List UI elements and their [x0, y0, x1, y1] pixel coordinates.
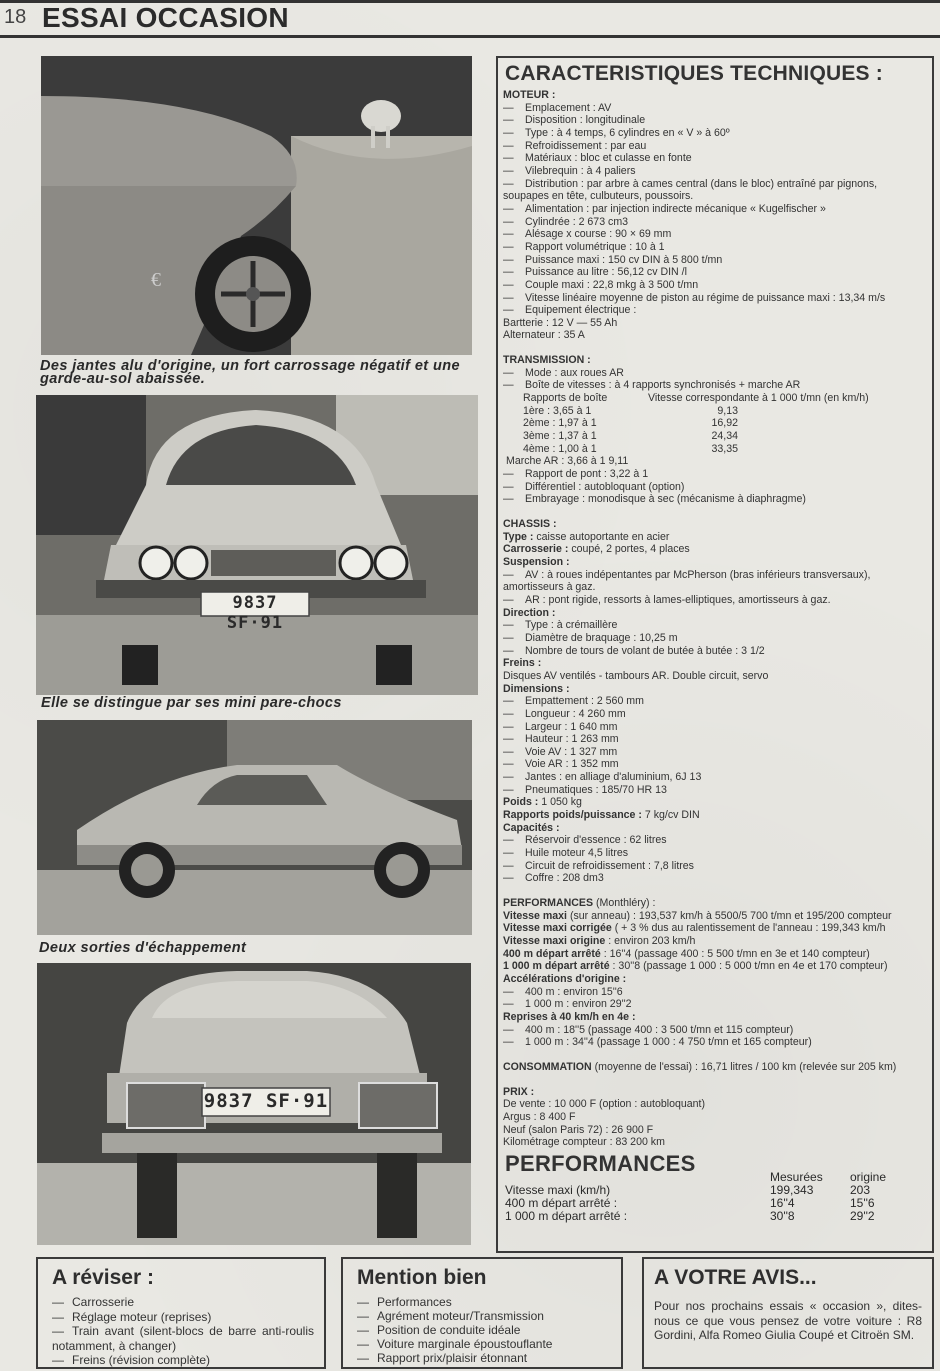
mention-bien-item [357, 1351, 611, 1365]
performance-value: : 16''4 (passage 400 : 5 500 t/mn en 3e et 140 compteur) [600, 947, 870, 960]
dimension-item-text: Hauteur : 1 263 mm [525, 733, 619, 746]
direction-item-text: Nombre de tours de volant de butée à butée : 3 1/2 [525, 644, 765, 657]
gear-speed: 24,34 [711, 430, 738, 443]
dash-bullet: — [503, 758, 514, 771]
transmission-item-text: Embrayage : monodisque à sec (mécanisme à diaphragme) [525, 493, 806, 506]
chassis-type: Type : caisse autoportante en acier [503, 530, 670, 543]
dash-bullet: — [503, 291, 514, 304]
suspension-item [503, 569, 926, 594]
photo-wheel-closeup [41, 56, 472, 355]
dash-bullet: — [503, 733, 514, 746]
dash-bullet: — [503, 771, 514, 784]
svg-text:€: € [151, 269, 161, 291]
reprises-list [503, 1024, 926, 1049]
a-reviser-item-text: Freins (révision complète) [72, 1353, 211, 1367]
mention-bien-item [357, 1295, 611, 1309]
dash-bullet: — [503, 101, 514, 114]
dimension-item-text: Jantes : en alliage d'aluminium, 6J 13 [525, 771, 702, 784]
performances-heading: PERFORMANCES (Monthléry) : [503, 897, 656, 910]
reprise-item-text: 400 m : 18''5 (passage 400 : 3 500 t/mn et 115 compteur) [525, 1023, 794, 1036]
moteur-alternator: Alternateur : 35 A [503, 329, 585, 342]
moteur-item-text: Puissance maxi : 150 cv DIN à 5 800 t/mn [525, 253, 723, 266]
perf-row-origin: 203 [850, 1182, 871, 1197]
photo-caption-wheel: Des jantes alu d'origine, un fort carrossage négatif et une garde-au-sol abaissée. [40, 358, 460, 387]
photo-caption-side: Deux sorties d'échappement [39, 940, 247, 956]
dimension-item [503, 708, 926, 721]
page-title: ESSAI OCCASION [42, 2, 289, 33]
gear-row [523, 430, 926, 443]
dash-bullet: — [503, 366, 514, 379]
mention-bien-item-text: Voiture marginale époustouflante [377, 1337, 553, 1351]
moteur-item [503, 266, 926, 279]
capacite-item-text: Coffre : 208 dm3 [525, 872, 604, 885]
perf-row-origin: 29''2 [850, 1208, 875, 1223]
direction-item [503, 645, 926, 658]
dash-bullet: — [357, 1309, 369, 1323]
dash-bullet: — [503, 834, 514, 847]
dash-bullet: — [503, 720, 514, 733]
a-reviser-box [36, 1257, 326, 1369]
gear-speed: 16,92 [711, 417, 738, 430]
capacites-heading: Capacités : [503, 821, 560, 834]
dimension-item-text: Longueur : 4 260 mm [525, 707, 626, 720]
transmission-heading: TRANSMISSION : [503, 354, 591, 367]
reprise-item [503, 1036, 926, 1049]
suspension-item [503, 594, 926, 607]
dash-bullet: — [503, 568, 514, 581]
performance-label: 1 000 m départ arrêté [503, 960, 610, 973]
moteur-item-text: Puissance au litre : 56,12 cv DIN /l [525, 266, 687, 279]
dash-bullet: — [52, 1353, 64, 1367]
photo-rear-view [37, 963, 471, 1245]
dash-bullet: — [357, 1323, 369, 1337]
mention-bien-title: Mention bien [357, 1266, 487, 1289]
dash-bullet: — [503, 619, 514, 632]
dash-bullet: — [357, 1351, 369, 1365]
license-plate-front: 9837 SF·91 [226, 593, 284, 633]
moteur-item [503, 102, 926, 115]
moteur-item-text: Alésage x course : 90 × 69 mm [525, 228, 672, 241]
dimension-item [503, 733, 926, 746]
col-measured: Mesurées [770, 1169, 823, 1184]
transmission-item [503, 481, 926, 494]
moteur-list [503, 102, 926, 317]
dash-bullet: — [503, 177, 514, 190]
transmission-item [503, 379, 926, 392]
suspension-list [503, 569, 926, 607]
moteur-item [503, 228, 926, 241]
moteur-item [503, 304, 926, 317]
gear-row [523, 405, 926, 418]
mention-bien-item-text: Performances [377, 1295, 452, 1309]
dash-bullet: — [503, 228, 514, 241]
photo-caption-front: Elle se distingue par ses mini pare-chocs [41, 695, 342, 711]
dash-bullet: — [503, 215, 514, 228]
moteur-item-text: Cylindrée : 2 673 cm3 [525, 215, 629, 228]
moteur-item-text: Disposition : longitudinale [525, 114, 646, 127]
gear-ratio: 1ère : 3,65 à 1 [523, 404, 592, 417]
perf-table-row [505, 1210, 926, 1223]
photo-side-view [37, 720, 472, 935]
consommation: CONSOMMATION (moyenne de l'essai) : 16,71 litres / 100 km (relevée sur 205 km) [503, 1060, 897, 1073]
dash-bullet: — [503, 593, 514, 606]
moteur-item-text: Matériaux : bloc et culasse en fonte [525, 152, 692, 165]
direction-item [503, 619, 926, 632]
direction-item [503, 632, 926, 645]
mention-bien-item-text: Position de conduite idéale [377, 1323, 521, 1337]
dash-bullet: — [503, 202, 514, 215]
performance-label: Vitesse maxi corrigée [503, 922, 612, 935]
accel-item [503, 998, 926, 1011]
mention-bien-box [341, 1257, 623, 1369]
specs-content [503, 89, 926, 1149]
moteur-item-text: Couple maxi : 22,8 mkg à 3 500 t/mn [525, 278, 699, 291]
transmission-item [503, 468, 926, 481]
accel-item [503, 986, 926, 999]
moteur-item [503, 178, 926, 203]
a-reviser-item [52, 1324, 314, 1353]
transmission-item-text: Rapport de pont : 3,22 à 1 [525, 468, 649, 481]
mention-bien-item-text: Rapport prix/plaisir étonnant [377, 1351, 528, 1365]
dash-bullet: — [503, 126, 514, 139]
prix-heading: PRIX : [503, 1085, 535, 1098]
dash-bullet: — [503, 1023, 514, 1036]
dash-bullet: — [503, 468, 514, 481]
perf-row-origin: 15''6 [850, 1195, 875, 1210]
moteur-item-text: Type : à 4 temps, 6 cylindres en « V » à 60º [525, 126, 730, 139]
dash-bullet: — [503, 872, 514, 885]
mention-bien-list [357, 1295, 611, 1365]
dimension-item-text: Largeur : 1 640 mm [525, 720, 618, 733]
dash-bullet: — [503, 783, 514, 796]
performances-lines [503, 910, 926, 973]
moteur-heading: MOTEUR : [503, 89, 556, 101]
direction-list [503, 619, 926, 657]
prix-line: Kilométrage compteur : 83 200 km [503, 1136, 665, 1149]
dash-bullet: — [503, 139, 514, 152]
a-reviser-item [52, 1310, 314, 1325]
performance-label: Vitesse maxi [503, 909, 568, 922]
capacite-item [503, 847, 926, 860]
prix-line: De vente : 10 000 F (option : autobloquant) [503, 1098, 706, 1111]
mention-bien-item [357, 1323, 611, 1337]
performance-label: 400 m départ arrêté [503, 947, 601, 960]
capacite-item [503, 872, 926, 885]
reprises-heading: Reprises à 40 km/h en 4e : [503, 1010, 636, 1023]
dash-bullet: — [503, 240, 514, 253]
photo-front-view [36, 395, 478, 695]
moteur-item-text: Emplacement : AV [525, 101, 612, 114]
rapport-poids-puissance: Rapports poids/puissance : 7 kg/cv DIN [503, 809, 700, 822]
votre-avis-box [642, 1257, 934, 1369]
performance-line [503, 935, 926, 948]
a-reviser-item-text: Train avant (silent-blocs de barre anti-roulis notamment, à changer) [52, 1324, 314, 1353]
dimension-item [503, 695, 926, 708]
moteur-item-text: Vitesse linéaire moyenne de piston au régime de puissance maxi : 13,34 m/s [525, 291, 886, 304]
page-number: 18 [4, 6, 27, 28]
moteur-item [503, 241, 926, 254]
moteur-item [503, 279, 926, 292]
dash-bullet: — [503, 152, 514, 165]
dash-bullet: — [503, 114, 514, 127]
dash-bullet: — [503, 164, 514, 177]
direction-item-text: Type : à crémaillère [525, 619, 618, 632]
moteur-item [503, 140, 926, 153]
gear-ratio: 2ème : 1,97 à 1 [523, 417, 597, 430]
technical-specs-box [496, 56, 934, 1253]
perf-summary-table [505, 1171, 926, 1223]
capacite-item-text: Huile moteur 4,5 litres [525, 847, 629, 860]
gear-ratio: 3ème : 1,37 à 1 [523, 430, 597, 443]
prix-line: Argus : 8 400 F [503, 1110, 576, 1123]
freins-value: Disques AV ventilés - tambours AR. Double circuit, servo [503, 669, 769, 682]
gear-ratio-table [523, 392, 926, 455]
direction-heading: Direction : [503, 606, 556, 619]
gear-table-header [523, 392, 926, 405]
performance-value: (sur anneau) : 193,537 km/h à 5500/5 700 t/mn et 195/200 compteur [567, 909, 892, 922]
performance-value: : environ 203 km/h [605, 935, 696, 947]
transmission-item [503, 367, 926, 380]
gear-ratio: 4ème : 1,00 à 1 [523, 442, 597, 455]
poids: Poids : 1 050 kg [503, 796, 582, 809]
dash-bullet: — [503, 278, 514, 291]
dash-bullet: — [357, 1295, 369, 1309]
gear-speed: 9,13 [717, 404, 738, 417]
dash-bullet: — [357, 1337, 369, 1351]
gear-row [523, 443, 926, 456]
a-reviser-item-text: Réglage moteur (reprises) [72, 1309, 212, 1324]
a-reviser-title: A réviser : [52, 1266, 154, 1289]
accel-list [503, 986, 926, 1011]
moteur-item [503, 254, 926, 267]
transmission-item-text: Différentiel : autobloquant (option) [525, 480, 685, 493]
dash-bullet: — [503, 304, 514, 317]
dash-bullet: — [503, 847, 514, 860]
prix-line: Neuf (salon Paris 72) : 26 900 F [503, 1123, 654, 1136]
performance-line [503, 922, 926, 935]
gear-header-speed: Vitesse correspondante à 1 000 t/mn (en km/h) [648, 392, 869, 405]
dash-bullet: — [503, 379, 514, 392]
dash-bullet: — [503, 644, 514, 657]
performance-line [503, 910, 926, 923]
moteur-item [503, 216, 926, 229]
reverse-gear: Marche AR : 3,66 à 1 9,11 [506, 455, 629, 468]
dimension-item-text: Voie AV : 1 327 mm [525, 745, 618, 758]
performance-label: Vitesse maxi origine [503, 935, 606, 947]
dimension-item-text: Empattement : 2 560 mm [525, 695, 644, 708]
accel-item-text: 1 000 m : environ 29''2 [525, 998, 632, 1011]
dimension-item-text: Pneumatiques : 185/70 HR 13 [525, 783, 667, 796]
page-header [0, 0, 940, 38]
chassis-heading: CHASSIS : [503, 518, 557, 530]
moteur-item [503, 292, 926, 305]
specs-title: CARACTERISTIQUES TECHNIQUES : [505, 62, 883, 85]
moteur-item-text: Rapport volumétrique : 10 à 1 [525, 240, 665, 253]
dash-bullet: — [503, 859, 514, 872]
dimension-item [503, 758, 926, 771]
perf-table-header [505, 1171, 926, 1184]
dash-bullet: — [503, 631, 514, 644]
prix-lines [503, 1098, 926, 1149]
capacite-item [503, 834, 926, 847]
dimension-item-text: Voie AR : 1 352 mm [525, 758, 619, 771]
capacite-item [503, 860, 926, 873]
gear-speed: 33,35 [711, 442, 738, 455]
mention-bien-item [357, 1337, 611, 1351]
reprise-item-text: 1 000 m : 34''4 (passage 1 000 : 4 750 t/mn et 165 compteur) [525, 1036, 812, 1049]
dash-bullet: — [503, 253, 514, 266]
moteur-item-text: Vilebrequin : à 4 paliers [525, 164, 636, 177]
capacite-item-text: Réservoir d'essence : 62 litres [525, 834, 667, 847]
gear-row [523, 417, 926, 430]
mention-bien-item [357, 1309, 611, 1323]
performance-value: : 30''8 (passage 1 000 : 5 000 t/mn en 4e et 170 compteur) [609, 960, 888, 973]
transmission-list [503, 367, 926, 392]
license-plate-rear: 9837 SF·91 [203, 1090, 329, 1112]
transmission-item [503, 493, 926, 506]
moteur-item [503, 127, 926, 140]
moteur-item [503, 114, 926, 127]
a-reviser-item-text: Carrosserie [72, 1295, 135, 1309]
dimensions-list [503, 695, 926, 796]
dimension-item [503, 784, 926, 797]
dash-bullet: — [503, 707, 514, 720]
perf-table-row [505, 1184, 926, 1197]
moteur-item [503, 152, 926, 165]
transmission-list-2 [503, 468, 926, 506]
perf-row-label: 400 m départ arrêté : [505, 1195, 618, 1210]
dimensions-heading: Dimensions : [503, 682, 570, 695]
dash-bullet: — [503, 493, 514, 506]
perf-row-measured: 199,343 [770, 1182, 814, 1197]
perf-row-measured: 30''8 [770, 1208, 795, 1223]
performance-value: ( + 3 % dus au ralentissement de l'anneau : 199,343 km/h [611, 922, 886, 935]
perf-table-title: PERFORMANCES [505, 1150, 696, 1176]
moteur-item [503, 165, 926, 178]
performance-line [503, 960, 926, 973]
capacite-item-text: Circuit de refroidissement : 7,8 litres [525, 859, 694, 872]
votre-avis-text: Pour nos prochains essais « occasion », dites-nous ce que vous pensez de votre voiture : R8 Gordini, Alfa Romeo Giulia Coupé et Citroën SM. [654, 1299, 922, 1342]
dash-bullet: — [52, 1309, 64, 1324]
dash-bullet: — [52, 1295, 64, 1309]
suspension-item-text: AV : à roues indépentantes par McPherson (bras inférieurs transversaux), amortisseurs à gaz. [503, 568, 871, 594]
dimension-item [503, 721, 926, 734]
chassis-carrosserie: Carrosserie : coupé, 2 portes, 4 places [503, 543, 690, 556]
direction-item-text: Diamètre de braquage : 10,25 m [525, 631, 678, 644]
suspension-item-text: AR : pont rigide, ressorts à lames-elliptiques, amortisseurs à gaz. [525, 593, 831, 606]
accel-item-text: 400 m : environ 15''6 [525, 985, 623, 998]
mention-bien-item-text: Agrément moteur/Transmission [377, 1309, 544, 1323]
dimension-item [503, 746, 926, 759]
perf-row-label: 1 000 m départ arrêté : [505, 1208, 628, 1223]
perf-table-row [505, 1197, 926, 1210]
transmission-item-text: Boîte de vitesses : à 4 rapports synchronisés + marche AR [525, 379, 801, 392]
dash-bullet: — [503, 480, 514, 493]
moteur-item-text: Equipement électrique : [525, 304, 637, 317]
moteur-item-text: Refroidissement : par eau [525, 139, 647, 152]
a-reviser-item [52, 1295, 314, 1310]
moteur-item [503, 203, 926, 216]
suspension-heading: Suspension : [503, 555, 570, 568]
gear-header-ratio: Rapports de boîte [523, 392, 608, 405]
dash-bullet: — [503, 745, 514, 758]
capacites-list [503, 834, 926, 885]
dash-bullet: — [52, 1324, 64, 1338]
col-origin: origine [850, 1169, 887, 1184]
freins-heading: Freins : [503, 657, 542, 670]
a-reviser-item [52, 1353, 314, 1368]
moteur-item-text: Alimentation : par injection indirecte mécanique « Kugelfischer » [525, 202, 826, 215]
transmission-item-text: Mode : aux roues AR [525, 366, 624, 379]
dash-bullet: — [503, 985, 514, 998]
dimension-item [503, 771, 926, 784]
performance-line [503, 948, 926, 961]
reprise-item [503, 1024, 926, 1037]
a-reviser-list [52, 1295, 314, 1368]
dash-bullet: — [503, 998, 514, 1011]
perf-row-label: Vitesse maxi (km/h) [505, 1182, 611, 1197]
votre-avis-title: A VOTRE AVIS... [654, 1266, 817, 1289]
accel-heading: Accélérations d'origine : [503, 972, 627, 985]
moteur-item-text: Distribution : par arbre à cames central (dans le bloc) entraîné par pignons, soupapes en tête, culbuteurs, poussoirs. [503, 177, 878, 203]
perf-row-measured: 16''4 [770, 1195, 795, 1210]
moteur-battery: Bartterie : 12 V — 55 Ah [503, 316, 618, 329]
dash-bullet: — [503, 695, 514, 708]
dash-bullet: — [503, 1036, 514, 1049]
dash-bullet: — [503, 266, 514, 279]
